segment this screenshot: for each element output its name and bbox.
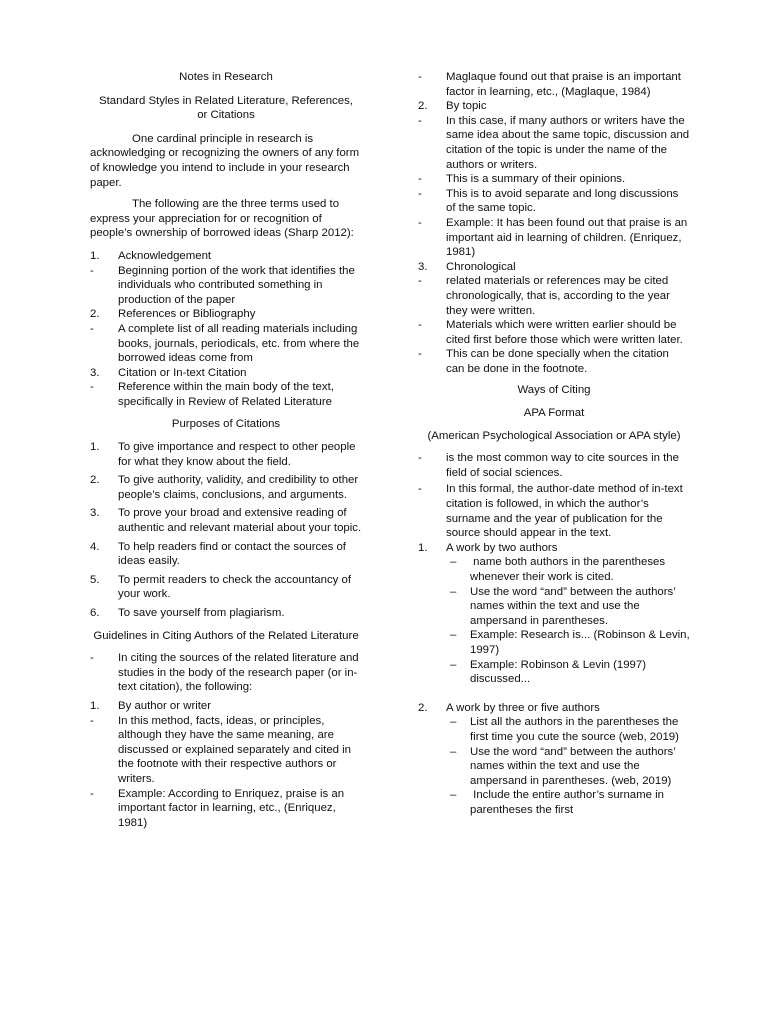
sub-list-item [418,555,690,584]
citation-method-item [418,187,690,216]
list-marker: - [418,173,422,186]
sub-list-item-text: Example: Robinson & Levin (1997) discussed... [470,658,650,686]
list-item-text: This can be done specially when the citation can be done in the footnote. [446,348,669,375]
list-marker: 5. [90,573,100,586]
heading-guidelines: Guidelines in Citing Authors of the Related Literature [93,629,359,642]
list-item-text: Maglaque found out that praise is an important factor in learning, etc., (Maglaque, 1984) [446,71,681,98]
citation-method-item [418,318,690,347]
list-item-text: In this case, if many authors or writers have the same idea about the same topic, discussion and citation of the topic is under the name of the authors or writers. [446,114,690,171]
guidelines-list [90,651,362,830]
citation-method-item [418,260,690,275]
citation-method-item [418,216,690,260]
term-item [90,380,362,409]
sub-list-item [418,628,693,657]
term-item [90,366,362,381]
list-marker: - [90,381,94,394]
sub-list-item [418,585,690,629]
sub-list-item [418,715,690,744]
list-marker: - [418,216,422,229]
sub-list-item [418,745,690,789]
list-marker: - [418,114,422,127]
purpose-item [90,606,362,621]
sub-list-item-text: Use the word “and” between the authors’ names within the text and use the ampersand in parentheses. [470,585,679,627]
dash-marker: – [450,585,457,598]
guideline-item [90,787,362,831]
list-marker: 3. [418,260,428,273]
list-marker: 2. [90,474,100,487]
purpose-item [90,506,362,535]
dash-marker: – [450,629,457,642]
list-item-text: By author or writer [118,699,212,712]
list-item-text: This is a summary of their opinions. [446,173,626,186]
list-marker: 4. [90,540,100,553]
list-item-text: Acknowledgement [118,249,212,262]
list-marker: - [90,714,94,727]
dash-marker: – [450,716,457,729]
term-item [90,307,362,322]
list-item-text: In this formal, the author-date method of in-text citation is followed, in which the author’s surname and the year of publication for the source should appear in the text. [446,483,683,540]
list-marker: 3. [90,507,100,520]
list-item-text: In citing the sources of the related literature and studies in the body of the research paper (or in-text citation), the following: [118,652,359,694]
list-marker: 1. [90,441,100,454]
sub-list-item-text: Include the entire author’s surname in parentheses the first [470,789,668,816]
list-marker: 2. [90,308,100,321]
term-item [90,322,362,366]
sub-list-item-text: List all the authors in the parentheses the first time you cute the source (web, 2019) [470,716,682,743]
list-item-text: A complete list of all reading materials including books, journals, periodicals, etc. from where the borrowed ideas come from [118,322,360,365]
list-marker: - [418,483,422,496]
list-item-text: related materials or references may be cited chronologically, that is, according to the year they were written. [446,275,670,317]
two-authors-title: A work by two authors [446,541,558,554]
list-item-text: Citation or In-text Citation [118,366,247,379]
heading-apa-format: APA Format [523,407,585,420]
list-marker: - [418,71,422,83]
paragraph-cardinal-principle: One cardinal principle in research is acknowledging or recognizing the owners of any form of knowledge you intend to include in your research paper. [90,132,360,189]
list-item-text: Beginning portion of the work that identifies the individuals who contributed something in production of the paper [118,264,355,306]
term-item [90,264,362,308]
heading-standard-styles: Standard Styles in Related Literature, References, or Citations [99,94,353,122]
citation-method-item [418,347,690,376]
list-marker: - [418,319,422,332]
sub-list-item-text: Use the word “and” between the authors’ names within the text and use the ampersand in parentheses. (web, 2019) [470,745,679,787]
list-item-text: To save yourself from plagiarism. [118,607,285,619]
sub-list-item-text: name both authors in the parentheses whenever their work is cited. [470,556,669,583]
list-item-text: By topic [446,100,487,113]
sub-list-item-text: Example: Research is... (Robinson & Levin, 1997) [470,629,693,656]
purpose-item [90,573,362,602]
dash-marker: – [450,789,457,802]
apa-item [418,482,690,540]
list-marker: 1. [90,249,100,262]
list-marker: - [418,275,422,288]
list-item-text: To help readers find or contact the sources of ideas easily. [118,540,346,568]
dash-marker: – [450,658,457,671]
citation-method-item [418,99,690,114]
list-marker: - [90,322,94,335]
term-item [90,249,362,264]
list-marker: 6. [90,607,100,619]
list-marker: 3. [90,366,100,379]
three-authors-heading [418,701,690,716]
dash-marker: – [450,556,457,569]
list-marker: - [90,652,94,665]
guideline-item [90,699,362,714]
right-column [418,70,693,818]
two-authors-heading [418,541,690,556]
dash-marker: – [450,745,457,758]
list-marker: 2. [418,701,428,714]
purpose-item [90,473,362,502]
list-item-text: To give authority, validity, and credibility to other people’s claims, conclusions, and arguments. [118,474,359,501]
citation-method-item [418,274,690,318]
three-authors-list [418,715,690,817]
list-item-text: Chronological [446,260,516,273]
list-marker: - [418,187,422,200]
list-marker: 2. [418,100,428,113]
heading-ways-of-citing: Ways of Citing [517,384,591,397]
citation-method-item [418,114,690,172]
list-item-text: Example: According to Enriquez, praise is an important factor in learning, etc., (Enriquez, 1981) [118,787,345,829]
guideline-item [90,714,362,787]
document-title: Notes in Research [179,71,273,83]
left-column [90,70,362,830]
list-marker: - [90,787,94,800]
list-marker: - [90,264,94,277]
apa-list [418,451,690,541]
list-item-text: In this method, facts, ideas, or principles, although they have the same meaning, are discussed or explained separately and cited in the footnote with their respective authors or writers. [118,714,352,785]
list-item-text: This is to avoid separate and long discussions of the same topic. [446,187,679,215]
apa-item [418,451,690,480]
list-marker: 1. [90,699,100,712]
sub-list-item [418,788,690,817]
purposes-list [90,440,362,621]
two-authors-list [418,555,693,686]
list-marker: - [418,348,422,361]
apa-full-name: (American Psychological Association or APA style) [427,429,681,442]
list-item-text: To prove your broad and extensive reading of authentic and relevant material about your topic. [118,507,362,535]
guideline-item [90,651,362,695]
list-item-text: Reference within the main body of the text, specifically in Review of Related Literature [118,381,334,408]
citation-method-item [418,172,690,187]
purpose-item [90,540,362,569]
list-item-text: To give importance and respect to other people for what they know about the field. [118,441,356,468]
list-marker: - [418,452,422,465]
list-item-text: is the most common way to cite sources in the field of social sciences. [446,452,679,479]
three-authors-title: A work by three or five authors [446,701,600,714]
list-item-text: To permit readers to check the accountancy of your work. [118,573,351,601]
list-item-text: Materials which were written earlier should be cited first before those which were written later. [446,319,683,346]
list-item-text: References or Bibliography [118,308,256,321]
purpose-item [90,440,362,469]
citation-methods-list [418,70,690,376]
list-marker: 1. [418,541,428,554]
citation-method-item [418,70,690,99]
sub-list-item [418,658,690,687]
paragraph-three-terms: The following are the three terms used to express your appreciation for or recognition of people’s ownership of borrowed ideas (Sharp 2012): [90,198,354,240]
list-item-text: Example: It has been found out that praise is an important aid in learning of children. (Enriquez, 1981) [446,216,688,259]
heading-purposes: Purposes of Citations [171,418,281,431]
terms-list [90,249,362,410]
